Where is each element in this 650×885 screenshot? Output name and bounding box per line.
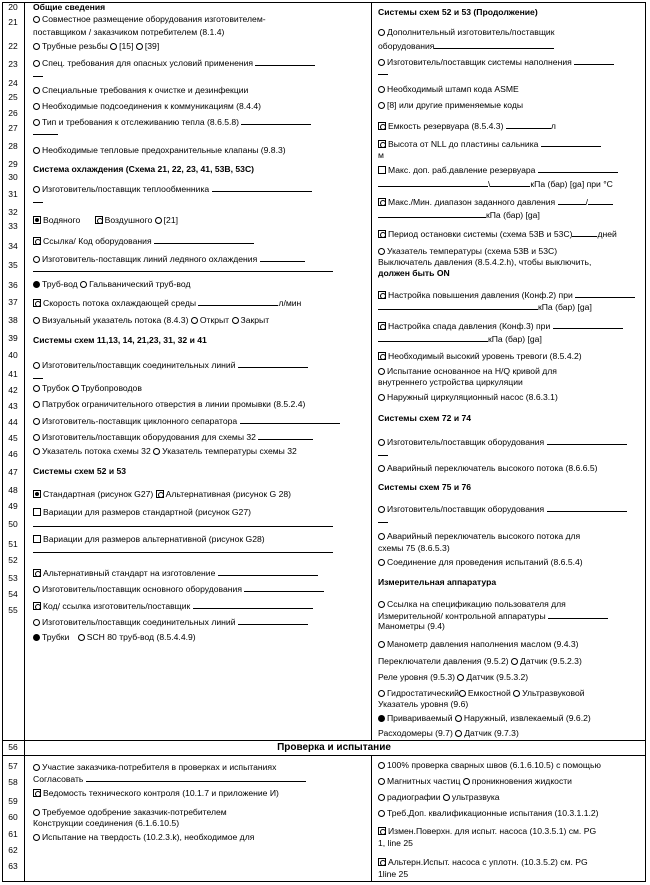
field-user-spec-reference: Ссылка на спецификацию пользователя для: [378, 600, 566, 610]
radio-icon[interactable]: [33, 448, 40, 455]
field-radiography-ultrasound: радиографии ультразвука: [378, 793, 500, 803]
checkbox-icon[interactable]: [378, 166, 386, 174]
radio-icon[interactable]: [153, 448, 160, 455]
line-number: 56: [8, 742, 18, 752]
blank-line[interactable]: [558, 197, 586, 205]
checkbox-icon[interactable]: [33, 299, 41, 307]
field-customer-participation: Участие заказчика-потребителя в проверках и испытаниях: [33, 763, 276, 773]
radio-icon[interactable]: [378, 601, 385, 608]
field-heat-exchanger-supplier: Изготовитель/поставщик теплообменника: [33, 184, 312, 195]
blank-line[interactable]: [33, 76, 43, 77]
radio-icon[interactable]: [455, 715, 462, 722]
field-max-working-pressure-units: \ кПа (бар) [ga] при °C: [378, 179, 613, 190]
line-number: 29: [8, 159, 18, 169]
field-equipment-supplier-72: Изготовитель/поставщик оборудования: [378, 437, 627, 448]
field-high-flow-switch-75-cont: схемы 75 (8.6.5.3): [378, 543, 450, 553]
blank-line[interactable]: [255, 58, 315, 66]
radio-icon[interactable]: [33, 60, 40, 67]
field-high-flow-switch-75: Аварийный переключатель высокого потока для: [378, 532, 580, 542]
line-number: 50: [8, 519, 18, 529]
field-approval-required: Требуемое одобрение заказчик-потребителем: [33, 808, 227, 818]
line-number: 21: [8, 17, 18, 27]
line-number: 33: [8, 221, 18, 231]
radio-icon[interactable]: [378, 778, 385, 785]
field-alternative-standard: Альтернативный стандарт на изготовление: [33, 568, 318, 579]
line-number: 34: [8, 241, 18, 251]
field-surface-change-cont: 1, line 25: [378, 838, 413, 848]
radio-icon[interactable]: [378, 690, 385, 697]
line-number: 46: [8, 449, 18, 459]
section-title-inspection: Проверка и испытание: [277, 742, 391, 753]
blank-line[interactable]: [218, 568, 318, 576]
field-thermal-relief-valves: Необходимые тепловые предохранительные клапаны (9.8.3): [33, 146, 286, 156]
field-additional-supplier-cont: оборудования: [378, 41, 554, 52]
field-pressure-rise-units: кПа (бар) [ga]: [378, 302, 592, 313]
field-surface-change: Измен.Поверхн. для испыт. насоса (10.3.5.1) см. PG: [378, 827, 596, 837]
radio-icon[interactable]: [33, 16, 40, 23]
blank-line[interactable]: [154, 236, 254, 244]
field-pressure-drop-setting: Настройка спада давления (Конф.3) при: [378, 321, 623, 332]
radio-icon[interactable]: [457, 674, 464, 681]
radio-icon[interactable]: [459, 690, 466, 697]
blank-line[interactable]: [378, 522, 388, 523]
field-pressure-rise-setting: Настройка повышения давления (Конф.2) при: [378, 290, 635, 301]
radio-icon[interactable]: [33, 186, 40, 193]
radio-icon[interactable]: [378, 465, 385, 472]
line-number: 47: [8, 467, 18, 477]
field-weld-type: Привариваемый Наружный, извлекаемый (9.6.2): [378, 714, 591, 724]
blank-line[interactable]: [378, 179, 488, 187]
radio-icon[interactable]: [378, 641, 385, 648]
line-number: 30: [8, 172, 18, 182]
field-pressure-switch-on: должен быть ON: [378, 268, 450, 278]
field-alternative-pump-test: Альтерн.Испыт. насоса с уплотн. (10.3.5.2) см. PG: [378, 858, 588, 868]
blank-line[interactable]: [547, 504, 627, 512]
blank-line[interactable]: [198, 298, 278, 306]
line-number: 27: [8, 123, 18, 133]
blank-line[interactable]: [378, 334, 488, 342]
radio-icon[interactable]: [33, 619, 40, 626]
field-weld-inspection: 100% проверка сварных швов (6.1.6.10.5) с помощью: [378, 761, 601, 771]
radio-icon[interactable]: [378, 394, 385, 401]
checkbox-icon[interactable]: [33, 216, 41, 224]
blank-line[interactable]: [378, 302, 538, 310]
blank-line[interactable]: [547, 437, 627, 445]
radio-icon[interactable]: [72, 385, 79, 392]
field-inspection-sheet: Ведомость технического контроля (10.1.7 и приложение И): [33, 789, 279, 799]
radio-icon[interactable]: [33, 281, 40, 288]
checkbox-icon[interactable]: [378, 322, 386, 330]
field-external-pump: Наружный циркуляционный насос (8.6.3.1): [378, 393, 558, 403]
radio-icon[interactable]: [378, 794, 385, 801]
line-number: 51: [8, 539, 18, 549]
line-number: 41: [8, 369, 18, 379]
checkbox-icon[interactable]: [378, 122, 386, 130]
blank-line[interactable]: [490, 179, 530, 187]
blank-line[interactable]: [260, 254, 305, 262]
blank-line[interactable]: [258, 432, 313, 440]
radio-icon[interactable]: [33, 764, 40, 771]
field-hazardous-requirements: Спец. требования для опасных условий применения: [33, 58, 315, 69]
section-heading-cooling: Система охлаждения (Схема 21, 22, 23, 41, 53В, 53С): [33, 164, 255, 174]
blank-line[interactable]: [241, 117, 311, 125]
blank-line[interactable]: [240, 416, 340, 424]
radio-icon[interactable]: [378, 102, 385, 109]
line-number: 59: [8, 796, 18, 806]
field-alternative-pump-test-cont: 1line 25: [378, 869, 409, 879]
radio-icon[interactable]: [232, 317, 239, 324]
field-hq-test-cont: внутреннего устройства циркуляции: [378, 377, 523, 387]
radio-icon[interactable]: [33, 634, 40, 641]
line-number: 42: [8, 385, 18, 395]
radio-icon[interactable]: [155, 217, 162, 224]
radio-icon[interactable]: [378, 368, 385, 375]
field-equipment-code: Ссылка/ Код оборудования: [33, 236, 254, 247]
field-orifice-nozzle: Патрубок ограничительного отверстия в линии промывки (8.5.2.4): [33, 400, 305, 410]
radio-icon[interactable]: [443, 794, 450, 801]
checkbox-icon[interactable]: [378, 230, 386, 238]
radio-icon[interactable]: [33, 43, 40, 50]
line-number: 28: [8, 141, 18, 151]
checkbox-icon[interactable]: [33, 789, 41, 797]
field-test-connection: Соединение для проведения испытаний (8.6.5.4): [378, 558, 583, 568]
field-scheme-32-equipment: Изготовитель/поставщик оборудования для схемы 32: [33, 432, 313, 443]
radio-icon[interactable]: [463, 778, 470, 785]
checkbox-icon[interactable]: [378, 352, 386, 360]
blank-line[interactable]: [575, 290, 635, 298]
radio-icon[interactable]: [191, 317, 198, 324]
checkbox-icon[interactable]: [378, 198, 386, 206]
line-number: 55: [8, 605, 18, 615]
field-magnetic-liquid: Магнитных частиц проникновения жидкости: [378, 777, 572, 787]
radio-icon[interactable]: [378, 715, 385, 722]
line-number: 62: [8, 845, 18, 855]
radio-icon[interactable]: [33, 834, 40, 841]
section-heading-schemes-75: Системы схем 75 и 76: [378, 482, 472, 492]
radio-icon[interactable]: [33, 317, 40, 324]
field-standard-size-variations: Вариации для размеров стандартной (рисунок G27): [33, 508, 251, 518]
field-other-codes: [8] или другие применяемые коды: [378, 101, 523, 111]
section-heading-instrumentation: Измерительная аппаратура: [378, 577, 497, 587]
field-high-level-alarm: Необходимый высокий уровень тревоги (8.5.4.2): [378, 352, 582, 362]
field-tubes-pipes: Трубок Трубопроводов: [33, 384, 142, 394]
field-pressure-range: Макс./Мин. диапазон заданного давления /: [378, 197, 613, 208]
radio-icon[interactable]: [378, 810, 385, 817]
line-number: 38: [8, 315, 18, 325]
line-number: 53: [8, 573, 18, 583]
radio-icon[interactable]: [33, 434, 40, 441]
radio-icon[interactable]: [80, 281, 87, 288]
radio-icon[interactable]: [378, 762, 385, 769]
field-level-indicator: Указатель уровня (9.6): [378, 699, 469, 709]
blank-line[interactable]: [33, 134, 58, 135]
blank-line[interactable]: [434, 41, 554, 49]
radio-icon[interactable]: [78, 634, 85, 641]
field-standard-alternative: Стандартная (рисунок G27) Альтернативная (рисунок G 28): [33, 490, 291, 500]
line-number: 52: [8, 555, 18, 565]
radio-icon[interactable]: [33, 87, 40, 94]
line-number: 23: [8, 59, 18, 69]
field-nll-height: Высота от NLL до пластины сальника: [378, 139, 601, 150]
field-max-working-pressure: Макс. доп. раб.давление резервуара: [378, 165, 618, 176]
field-pressure-range-units: кПа (бар) [ga]: [378, 210, 540, 221]
line-number: 44: [8, 417, 18, 427]
radio-icon[interactable]: [378, 533, 385, 540]
field-co-location-cont: поставщиком / заказчиком потребителем (8.1.4): [33, 27, 225, 37]
checkbox-icon[interactable]: [378, 140, 386, 148]
field-supplier-code: Код/ ссылка изготовитель/поставщик: [33, 601, 313, 612]
radio-icon[interactable]: [513, 690, 520, 697]
radio-icon[interactable]: [378, 29, 385, 36]
checkbox-icon[interactable]: [378, 858, 386, 866]
checkbox-icon[interactable]: [33, 508, 41, 516]
blank-line[interactable]: [588, 197, 613, 205]
checkbox-icon[interactable]: [156, 490, 164, 498]
checkbox-icon[interactable]: [33, 490, 41, 498]
checkbox-icon[interactable]: [33, 237, 41, 245]
section-divider-bottom: [2, 755, 646, 756]
field-hardness-test: Испытание на твердость (10.2.3.k), необходимое для: [33, 833, 254, 843]
blank-line[interactable]: [33, 202, 43, 203]
field-additional-supplier: Дополнительный изготовитель/поставщик: [378, 28, 554, 38]
radio-icon[interactable]: [110, 43, 117, 50]
checkbox-icon[interactable]: [378, 291, 386, 299]
field-co-location: Совместное размещение оборудования изготовителем-: [33, 15, 266, 25]
radio-icon[interactable]: [511, 658, 518, 665]
checkbox-icon[interactable]: [33, 535, 41, 543]
radio-icon[interactable]: [378, 559, 385, 566]
line-number: 48: [8, 485, 18, 495]
field-main-equipment-supplier: Изготовитель/поставщик основного оборудования: [33, 584, 324, 595]
field-connecting-lines-supplier: Изготовитель/поставщик соединительных линий: [33, 360, 308, 371]
line-number: 58: [8, 777, 18, 787]
line-number: 20: [8, 2, 18, 12]
blank-line[interactable]: [212, 184, 312, 192]
line-number: 60: [8, 812, 18, 822]
blank-line[interactable]: [86, 774, 306, 782]
section-heading-schemes-52-cont: Системы схем 52 и 53 (Продолжение): [378, 7, 538, 17]
field-oil-filled-gauge: Манометр давления наполнения маслом (9.4.3): [378, 640, 579, 650]
field-reservoir-capacity: Емкость резервуара (8.5.4.3) л: [378, 121, 556, 132]
line-number: 63: [8, 861, 18, 871]
field-scheme-32-indicators: Указатель потока схемы 32 Указатель температуры схемы 32: [33, 447, 297, 457]
field-heat-tracing: Тип и требования к отслеживанию тепла (8.6.5.8): [33, 117, 311, 128]
blank-line[interactable]: [378, 210, 486, 218]
radio-icon[interactable]: [136, 43, 143, 50]
line-number: 36: [8, 280, 18, 290]
radio-icon[interactable]: [33, 418, 40, 425]
column-divider: [371, 2, 372, 740]
field-temperature-indicator: Указатель температуры (схема 53В и 53С): [378, 247, 557, 257]
checkbox-icon[interactable]: [33, 569, 41, 577]
line-number: 32: [8, 207, 18, 217]
field-tubes-sch80: Трубки SCH 80 труб-вод (8.5.4.4.9): [33, 633, 196, 643]
checkbox-icon[interactable]: [378, 827, 386, 835]
field-cooling-lines-supplier: Изготовитель-поставщик линий ледяного охлаждения: [33, 254, 305, 265]
field-cyclone-separator: Изготовитель-поставщик циклонного сепаратора: [33, 416, 340, 427]
field-agree: Согласовать: [33, 774, 306, 785]
section-heading-schemes-52: Системы схем 52 и 53: [33, 466, 127, 476]
field-utility-connections: Необходимые подсоединения к коммуникациям (8.4.4): [33, 102, 261, 112]
line-number: 40: [8, 350, 18, 360]
radio-icon[interactable]: [33, 401, 40, 408]
field-hq-test: Испытание основанное на H/Q кривой для: [378, 367, 557, 377]
field-high-flow-switch-72: Аварийный переключатель высокого потока (8.6.6.5): [378, 464, 598, 474]
checkbox-icon[interactable]: [95, 216, 103, 224]
field-connection-design: Конструкции соединения (6.1.6.10.5): [33, 818, 180, 828]
field-fill-system-supplier: Изготовитель/поставщик системы наполнения: [378, 57, 614, 68]
blank-line[interactable]: [538, 165, 618, 173]
radio-icon[interactable]: [33, 103, 40, 110]
radio-icon[interactable]: [33, 256, 40, 263]
checkbox-icon[interactable]: [33, 602, 41, 610]
line-number: 37: [8, 297, 18, 307]
radio-icon[interactable]: [455, 730, 462, 737]
line-number: 54: [8, 589, 18, 599]
radio-icon[interactable]: [378, 59, 385, 66]
line-number: 61: [8, 829, 18, 839]
section-divider-top: [2, 740, 646, 741]
blank-line[interactable]: [378, 74, 388, 75]
field-asme-stamp: Необходимый штамп кода ASME: [378, 85, 519, 95]
line-number: 43: [8, 401, 18, 411]
blank-line[interactable]: [553, 321, 623, 329]
section-heading-general: Общие сведения: [33, 2, 106, 12]
field-alternative-size-variations: Вариации для размеров альтернативной (рисунок G28): [33, 535, 265, 545]
blank-line[interactable]: [574, 57, 614, 65]
field-pipe-type: Труб-вод Гальванический труб-вод: [33, 280, 191, 290]
field-cleaning-requirements: Специальные требования к очистке и дезинфекции: [33, 86, 248, 96]
blank-line[interactable]: [506, 121, 551, 129]
field-coolant-flow: Скорость потока охлаждающей среды л/мин: [33, 298, 301, 309]
field-flowmeters: Расходомеры (9.7) Датчик (9.7.3): [378, 728, 519, 738]
line-number: 26: [8, 108, 18, 118]
line-number: 22: [8, 41, 18, 51]
section-heading-schemes-11: Системы схем 11,13, 14, 21,23, 31, 32 и 41: [33, 335, 207, 345]
blank-line[interactable]: [238, 617, 308, 625]
field-pressure-drop-units: кПа (бар) [ga]: [378, 334, 542, 345]
blank-line[interactable]: [33, 271, 333, 272]
field-exchanger-type: Водяного Воздушного [21]: [33, 216, 178, 226]
line-number: 57: [8, 761, 18, 771]
column-divider-bottom: [371, 755, 372, 882]
blank-line[interactable]: [193, 601, 313, 609]
field-connecting-lines-supplier-52: Изготовитель/поставщик соединительных линий: [33, 617, 308, 628]
line-number: 24: [8, 78, 18, 88]
field-pressure-switches: Переключатели давления (9.5.2) Датчик (9.5.2.3): [378, 656, 582, 666]
line-number: 31: [8, 189, 18, 199]
radio-icon[interactable]: [33, 809, 40, 816]
line-number: 35: [8, 260, 18, 270]
radio-icon[interactable]: [33, 586, 40, 593]
field-gauges: Манометры (9.4): [378, 621, 445, 631]
radio-icon[interactable]: [33, 147, 40, 154]
field-user-spec-reference-cont: Измерительной/ контрольной аппаратуры: [378, 611, 608, 622]
radio-icon[interactable]: [33, 385, 40, 392]
field-pressure-switch: Выключатель давления (8.5.4.2.h), чтобы выключить,: [378, 257, 592, 267]
blank-line[interactable]: [33, 552, 333, 553]
field-shutdown-period: Период остановки системы (схема 53В и 53С) дней: [378, 229, 617, 240]
line-number: 49: [8, 501, 18, 511]
field-nll-height-unit: м: [378, 150, 384, 160]
field-level-type: Гидростатический Емкостной Ультразвуковой: [378, 689, 585, 699]
line-number: 45: [8, 433, 18, 443]
field-visual-flow-indicator: Визуальный указатель потока (8.4.3) Открыт Закрыт: [33, 316, 269, 326]
blank-line[interactable]: [541, 139, 601, 147]
field-equipment-supplier-75: Изготовитель/поставщик оборудования: [378, 504, 627, 515]
blank-line[interactable]: [378, 455, 388, 456]
field-pipe-threads: Трубные резьбы [15] [39]: [33, 42, 159, 52]
blank-line[interactable]: [548, 611, 608, 619]
field-qualification-tests: Треб.Доп. квалификационные испытания (10.3.1.1.2): [378, 809, 599, 819]
radio-icon[interactable]: [33, 362, 40, 369]
field-level-switches: Реле уровня (9.5.3) Датчик (9.5.3.2): [378, 672, 529, 682]
blank-line[interactable]: [244, 584, 324, 592]
radio-icon[interactable]: [378, 506, 385, 513]
radio-icon[interactable]: [378, 86, 385, 93]
section-heading-schemes-72: Системы схем 72 и 74: [378, 413, 472, 423]
blank-line[interactable]: [33, 526, 333, 527]
blank-line[interactable]: [572, 229, 597, 237]
line-number: 25: [8, 92, 18, 102]
blank-line[interactable]: [238, 360, 308, 368]
radio-icon[interactable]: [378, 439, 385, 446]
blank-line[interactable]: [33, 378, 43, 379]
radio-icon[interactable]: [378, 248, 385, 255]
radio-icon[interactable]: [33, 119, 40, 126]
line-number: 39: [8, 333, 18, 343]
